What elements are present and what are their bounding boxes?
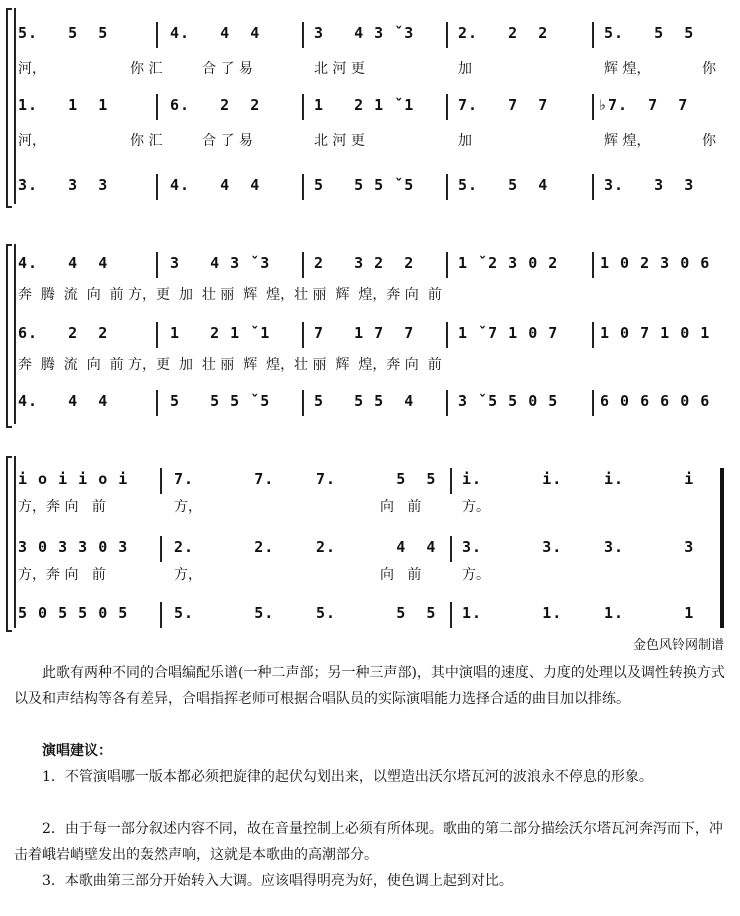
part1-notation xyxy=(18,248,724,278)
part3-notation xyxy=(18,170,724,200)
measure: 1 0 7 1 0 1 xyxy=(600,324,711,342)
barline xyxy=(302,174,304,200)
part3-notation xyxy=(18,386,724,416)
barline xyxy=(156,322,158,348)
measure: 5. 5 5 xyxy=(604,24,695,42)
measure: 1 ˇ2 3 0 2 xyxy=(458,254,559,272)
barline xyxy=(592,322,594,348)
measure: 4. 4 4 xyxy=(170,24,261,42)
part2-lyrics xyxy=(18,564,724,586)
score-credit: 金色风铃网制谱 xyxy=(632,638,724,653)
barline xyxy=(156,22,158,48)
measure: 5. 5 5 xyxy=(18,24,109,42)
lyric: 合 了 易 xyxy=(202,61,253,77)
measure: 1. 1. xyxy=(462,604,563,622)
barline xyxy=(160,536,162,562)
lyric: 辉 煌， xyxy=(604,61,651,77)
barline xyxy=(592,390,594,416)
measure: i. i xyxy=(604,470,695,488)
lyric: 向 前 xyxy=(380,499,422,515)
system-bracket-line xyxy=(14,8,16,204)
score-system-1 xyxy=(0,0,740,215)
measure: 3. 3 3 xyxy=(18,176,109,194)
measure: 1 2 1 ˇ1 xyxy=(314,96,415,114)
score-system-2 xyxy=(0,230,740,430)
measure: 4. 4 4 xyxy=(170,176,261,194)
barline xyxy=(592,94,594,120)
barline xyxy=(156,252,158,278)
lyric: 河， xyxy=(18,61,46,77)
measure: 1 2 1 ˇ1 xyxy=(170,324,271,342)
barline xyxy=(446,22,448,48)
barline xyxy=(446,94,448,120)
lyric: 向 前 xyxy=(380,567,422,583)
part3-notation xyxy=(18,598,724,628)
lyric: 合 了 易 xyxy=(202,133,253,149)
barline xyxy=(156,390,158,416)
measure: 1. 1 xyxy=(604,604,695,622)
lyric: 奔 腾 流 向 前 方，更 加 壮 丽 辉 煌，壮 丽 辉 煌，奔 向 前 xyxy=(18,287,442,303)
barline xyxy=(302,322,304,348)
barline xyxy=(592,252,594,278)
measure: 2 3 2 2 xyxy=(314,254,415,272)
part2-lyrics xyxy=(18,354,724,376)
measure: 3 4 3 ˇ3 xyxy=(314,24,415,42)
part1-notation xyxy=(18,18,724,48)
measure: 3. 3 xyxy=(604,538,695,556)
barline xyxy=(302,22,304,48)
lyric: 你 汇 xyxy=(130,133,163,149)
system-bracket-line xyxy=(14,244,16,424)
lyric: 方，奔 向 前 xyxy=(18,499,106,515)
part2-notation xyxy=(18,532,724,562)
barline xyxy=(446,322,448,348)
lyric: 你 xyxy=(702,133,716,149)
measure: 3. 3 3 xyxy=(604,176,695,194)
lyric: 方， xyxy=(174,567,202,583)
barline xyxy=(302,252,304,278)
measure: 7. 7. xyxy=(174,470,275,488)
suggestion-item-3: 3．本歌曲第三部分开始转入大调。应该唱得明亮为好，使色调上起到对比。 xyxy=(42,873,513,889)
lyric: 方， xyxy=(174,499,202,515)
suggestion-item-1: 1．不管演唱哪一版本都必须把旋律的起伏勾划出来，以塑造出沃尔塔瓦河的波浪永不停息的形象。 xyxy=(42,769,653,785)
lyric: 加 xyxy=(458,133,472,149)
barline xyxy=(450,602,452,628)
part2-notation xyxy=(18,90,724,120)
measure: 3 4 3 ˇ3 xyxy=(170,254,271,272)
measure: 1 ˇ7 1 0 7 xyxy=(458,324,559,342)
lyric: 方，奔 向 前 xyxy=(18,567,106,583)
measure: 5 5 5 4 xyxy=(314,392,415,410)
measure: 5 5 5 ˇ5 xyxy=(170,392,271,410)
barline xyxy=(160,468,162,494)
measure: 6. 2 2 xyxy=(18,324,109,342)
lyric: 方。 xyxy=(462,499,490,515)
suggestion-item-2: 2．由于每一部分叙述内容不同，故在音量控制上必须有所体现。歌曲的第二部分描绘沃尔塔瓦河奔泻而下，冲击着峨岩峭壁发出的轰然声响，这就是本歌曲的高潮部分。 xyxy=(14,821,723,863)
measure: 5 5 5 ˇ5 xyxy=(314,176,415,194)
lyric: 你 汇 xyxy=(130,61,163,77)
system-bracket xyxy=(6,456,12,632)
barline xyxy=(156,94,158,120)
lyric: 河， xyxy=(18,133,46,149)
part2-notation xyxy=(18,318,724,348)
measure: 6 0 6 6 0 6 xyxy=(600,392,711,410)
measure: 4. 4 4 xyxy=(18,254,109,272)
part2-lyrics xyxy=(18,130,724,152)
measure: 7. 7 7 xyxy=(458,96,549,114)
lyric: 你 xyxy=(702,61,716,77)
suggestions-heading: 演唱建议： xyxy=(42,743,112,759)
measure: 7 1 7 7 xyxy=(314,324,415,342)
lyric: 加 xyxy=(458,61,472,77)
barline xyxy=(156,174,158,200)
barline xyxy=(450,536,452,562)
measure: 3 0 3 3 0 3 xyxy=(18,538,129,556)
measure: 2. 2 2 xyxy=(458,24,549,42)
part1-lyrics xyxy=(18,58,724,80)
measure: 5. 5. xyxy=(174,604,275,622)
part1-lyrics xyxy=(18,496,724,518)
part1-notation xyxy=(18,464,724,494)
measure: 5 0 5 5 0 5 xyxy=(18,604,129,622)
lyric: 方。 xyxy=(462,567,490,583)
system-bracket xyxy=(6,8,12,208)
final-barline xyxy=(720,468,724,628)
barline xyxy=(450,468,452,494)
part1-lyrics xyxy=(18,284,724,306)
lyric: 辉 煌， xyxy=(604,133,651,149)
system-bracket-line xyxy=(14,456,16,628)
lyric: 北 河 更 xyxy=(314,61,365,77)
lyric: 奔 腾 流 向 前 方，更 加 壮 丽 辉 煌，壮 丽 辉 煌，奔 向 前 xyxy=(18,357,442,373)
measure: 1 0 2 3 0 6 xyxy=(600,254,711,272)
measure: 3. 3. xyxy=(462,538,563,556)
system-bracket xyxy=(6,244,12,428)
intro-paragraph: 此歌有两种不同的合唱编配乐谱(一种二声部；另一种三声部)，其中演唱的速度、力度的处理以及调性转换方式以及和声结构等各有差异，合唱指挥老师可根据合唱队员的实际演唱能力选择合适的曲目加以排练。 xyxy=(14,665,725,707)
barline xyxy=(446,174,448,200)
barline xyxy=(446,390,448,416)
measure: 2. 2. xyxy=(174,538,275,556)
barline xyxy=(592,22,594,48)
barline xyxy=(302,94,304,120)
measure: ♭7. 7 7 xyxy=(598,96,689,114)
measure: 6. 2 2 xyxy=(170,96,261,114)
measure: 2. 4 4 xyxy=(316,538,437,556)
barline xyxy=(592,174,594,200)
measure: 5. 5 4 xyxy=(458,176,549,194)
barline xyxy=(446,252,448,278)
measure: 1. 1 1 xyxy=(18,96,109,114)
measure: i o i i o i xyxy=(18,470,129,488)
barline xyxy=(160,602,162,628)
score-system-3 xyxy=(0,450,740,630)
measure: 3 ˇ5 5 0 5 xyxy=(458,392,559,410)
measure: 4. 4 4 xyxy=(18,392,109,410)
measure: i. i. xyxy=(462,470,563,488)
barline xyxy=(302,390,304,416)
measure: 5. 5 5 xyxy=(316,604,437,622)
measure: 7. 5 5 xyxy=(316,470,437,488)
lyric: 北 河 更 xyxy=(314,133,365,149)
